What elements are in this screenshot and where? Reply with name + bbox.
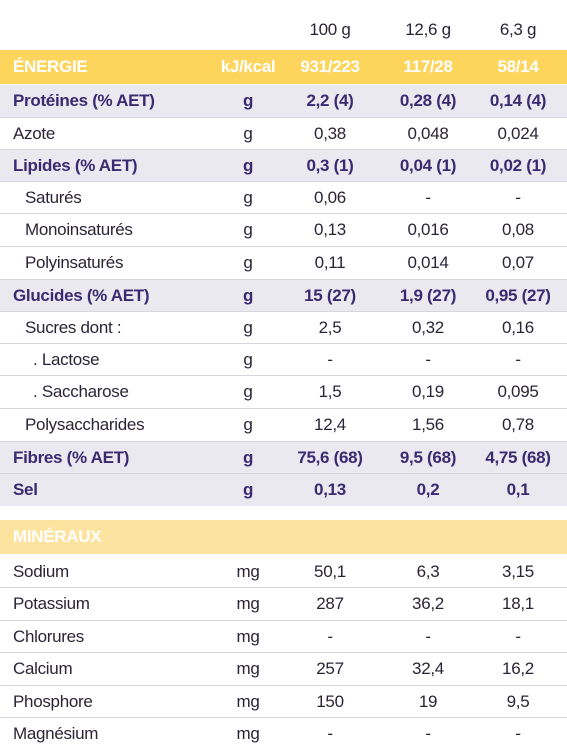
row-unit: g: [242, 91, 254, 110]
row-label: Sucres dont :: [25, 317, 122, 337]
row-unit: mg: [236, 659, 260, 678]
row-label: Phosphore: [13, 691, 93, 711]
row-unit: g: [243, 123, 253, 143]
row-value-100g: -: [327, 626, 333, 646]
row-value-6-3g: 0,14 (4): [489, 91, 547, 110]
row-unit: g: [243, 187, 253, 207]
table-row: [0, 214, 567, 246]
table-row: [0, 686, 567, 717]
table-row: [0, 474, 567, 506]
row-value-6-3g: 9,5: [506, 691, 530, 711]
row-value-100g: 1,5: [318, 382, 342, 401]
table-row: [0, 376, 567, 408]
row-unit: g: [242, 155, 254, 175]
row-value-100g: 0,13: [314, 480, 346, 499]
row-label: Polyinsaturés: [25, 253, 124, 272]
row-value-12-6g: 19: [418, 691, 438, 711]
row-value-6-3g: 3,15: [502, 561, 534, 581]
energy-value-6-3g: 58/14: [497, 57, 539, 76]
row-value-6-3g: -: [515, 723, 521, 743]
row-value-100g: 257: [316, 659, 344, 678]
row-value-6-3g: 0,02 (1): [489, 155, 547, 175]
row-unit: g: [243, 415, 253, 434]
minerals-title: MINÉRAUX: [13, 527, 102, 546]
energy-unit: kJ/kcal: [220, 57, 276, 76]
row-label: Magnésium: [13, 723, 99, 743]
row-value-100g: 15 (27): [304, 285, 356, 305]
row-value-6-3g: 0,16: [502, 317, 534, 337]
energy-value-12-6g: 117/28: [403, 57, 453, 76]
row-value-12-6g: 1,9 (27): [399, 285, 457, 305]
row-label: Monoinsaturés: [25, 220, 133, 239]
table-row: [0, 588, 567, 620]
table-row: [0, 344, 567, 375]
row-value-12-6g: 0,014: [407, 253, 449, 272]
row-value-12-6g: 1,56: [412, 415, 444, 434]
row-value-6-3g: 0,08: [502, 220, 534, 239]
row-label: Protéines (% AET): [13, 91, 155, 110]
table-row: [0, 182, 567, 213]
row-value-12-6g: -: [425, 626, 431, 646]
row-value-6-3g: 18,1: [502, 594, 534, 613]
row-label: Glucides (% AET): [13, 285, 150, 305]
row-value-6-3g: -: [515, 626, 521, 646]
row-unit: g: [243, 253, 253, 272]
table-row: [0, 247, 567, 279]
row-value-100g: 0,11: [314, 253, 346, 272]
table-row: [0, 312, 567, 343]
energy-row: [0, 50, 567, 84]
row-value-12-6g: 0,2: [416, 480, 440, 499]
row-value-6-3g: 0,95 (27): [485, 285, 551, 305]
row-value-6-3g: 0,78: [502, 415, 534, 434]
row-value-6-3g: 16,2: [502, 659, 534, 678]
row-value-100g: 75,6 (68): [297, 447, 363, 467]
row-unit: g: [243, 317, 253, 337]
row-value-100g: 50,1: [314, 561, 346, 581]
row-value-6-3g: -: [515, 349, 521, 369]
row-label: Sel: [13, 480, 38, 499]
table-row: [0, 118, 567, 149]
table-row: [0, 556, 567, 587]
row-value-100g: 2,2 (4): [306, 91, 354, 110]
table-row: [0, 718, 567, 749]
row-unit: g: [242, 447, 254, 467]
table-row: [0, 85, 567, 117]
row-unit: mg: [236, 723, 260, 743]
row-value-100g: -: [327, 723, 333, 743]
row-value-12-6g: 0,016: [407, 220, 449, 239]
column-header-6-3g: 6,3 g: [499, 20, 537, 39]
row-label: Azote: [13, 123, 55, 143]
row-value-12-6g: 0,28 (4): [399, 91, 457, 110]
row-value-12-6g: -: [425, 349, 431, 369]
row-value-6-3g: 4,75 (68): [485, 447, 551, 467]
table-row: [0, 621, 567, 652]
table-row: [0, 409, 567, 441]
table-row: [0, 280, 567, 311]
minerals-header-row: [0, 520, 567, 554]
row-value-12-6g: 0,32: [412, 317, 444, 337]
row-label: Potassium: [13, 594, 90, 613]
row-value-6-3g: 0,095: [497, 382, 539, 401]
row-value-100g: 0,06: [314, 187, 346, 207]
row-value-12-6g: 0,19: [412, 382, 444, 401]
row-value-12-6g: 36,2: [412, 594, 444, 613]
row-unit: g: [242, 480, 254, 499]
row-label: Sodium: [13, 561, 69, 581]
row-label: Calcium: [13, 659, 73, 678]
row-value-12-6g: 32,4: [412, 659, 444, 678]
row-value-12-6g: 0,048: [407, 123, 449, 143]
row-value-100g: 287: [316, 594, 344, 613]
row-label: Polysaccharides: [25, 415, 145, 434]
row-value-12-6g: -: [425, 187, 431, 207]
row-unit: mg: [236, 561, 260, 581]
column-header-row: [0, 14, 567, 46]
row-value-12-6g: -: [425, 723, 431, 743]
table-row: [0, 150, 567, 181]
column-header-12-6g: 12,6 g: [405, 20, 451, 39]
row-unit: g: [243, 349, 253, 369]
table-row: [0, 653, 567, 685]
row-label: Saturés: [25, 187, 82, 207]
row-value-100g: 0,13: [314, 220, 346, 239]
row-label: Chlorures: [13, 626, 84, 646]
column-header-100g: 100 g: [309, 20, 351, 39]
row-unit: g: [242, 285, 254, 305]
row-value-12-6g: 6,3: [416, 561, 440, 581]
row-value-12-6g: 0,04 (1): [399, 155, 457, 175]
row-value-6-3g: 0,07: [502, 253, 534, 272]
row-label: . Saccharose: [33, 382, 129, 401]
row-value-6-3g: -: [515, 187, 521, 207]
row-value-100g: 0,38: [314, 123, 346, 143]
row-label: Lipides (% AET): [13, 155, 138, 175]
row-unit: mg: [236, 594, 260, 613]
row-label: . Lactose: [33, 349, 100, 369]
row-value-12-6g: 9,5 (68): [399, 447, 457, 467]
energy-value-100g: 931/223: [300, 57, 360, 76]
row-unit: mg: [236, 626, 260, 646]
row-value-6-3g: 0,024: [497, 123, 539, 143]
row-value-100g: 150: [316, 691, 344, 711]
row-value-6-3g: 0,1: [506, 480, 530, 499]
row-unit: mg: [236, 691, 260, 711]
row-label: Fibres (% AET): [13, 447, 130, 467]
row-value-100g: 0,3 (1): [306, 155, 354, 175]
energy-label: ÉNERGIE: [13, 57, 88, 76]
row-value-100g: 12,4: [314, 415, 346, 434]
row-unit: g: [243, 220, 253, 239]
row-value-100g: -: [327, 349, 333, 369]
row-unit: g: [243, 382, 253, 401]
row-value-100g: 2,5: [318, 317, 342, 337]
table-row: [0, 442, 567, 473]
